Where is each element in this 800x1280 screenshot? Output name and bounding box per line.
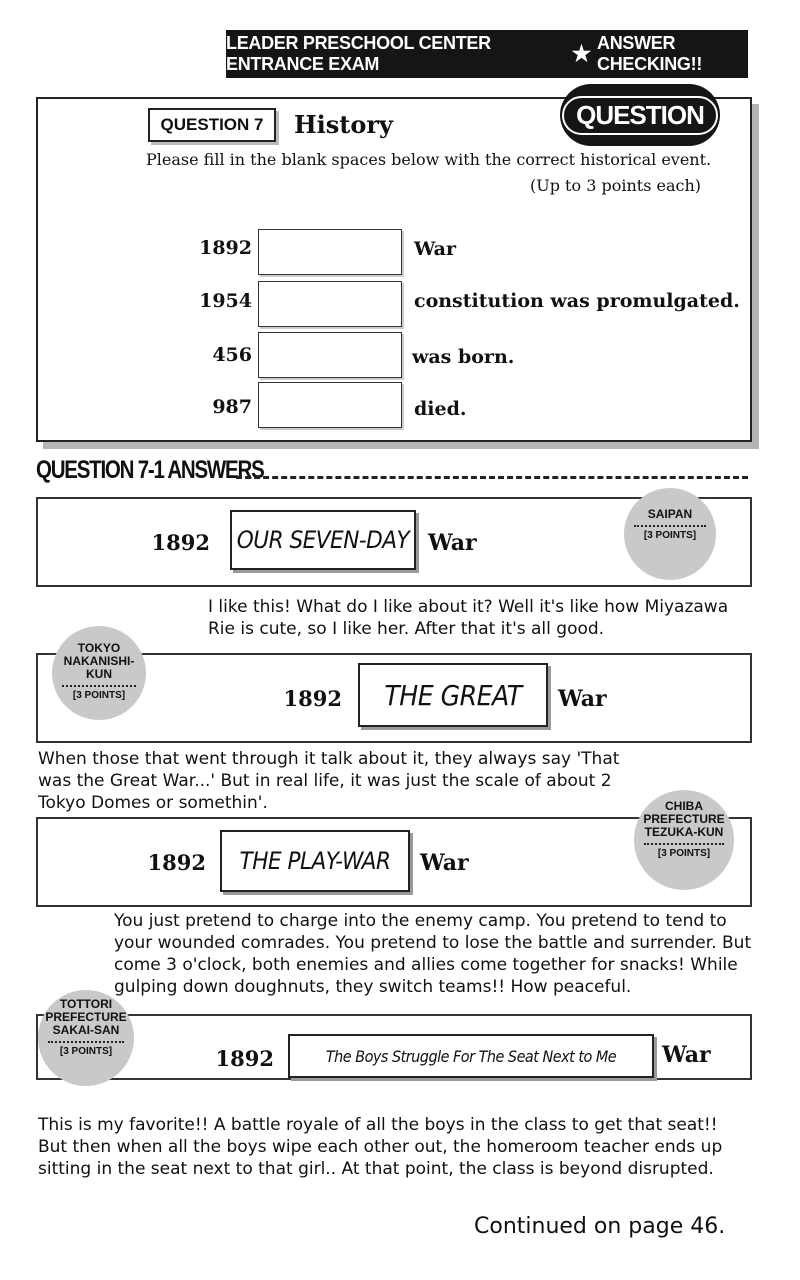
respondent-badge (52, 626, 146, 720)
row-suffix: died. (414, 398, 467, 420)
answer-suffix: War (558, 686, 607, 712)
continued-note: Continued on page 46. (474, 1214, 726, 1239)
answer-year: 1892 (283, 686, 342, 711)
badge-divider (644, 843, 724, 845)
row-year: 1892 (199, 237, 252, 259)
star-icon: ★ (571, 41, 592, 66)
answer-year: 1892 (151, 530, 210, 555)
answer-box: The Boys Struggle For The Seat Next to Me (288, 1034, 654, 1078)
respondent-badge (624, 488, 716, 580)
answer-comment: This is my favorite!! A battle royale of all the boys in the class to get that seat!! But then when all the boys wipe each other out, the homeroom teacher ends up sitting in the seat next to that girl.. At that point, the class is beyond disrupted. (38, 1115, 723, 1179)
question-badge-text: QUESTION (562, 96, 718, 135)
respondent-points: [3 POINTS] (72, 690, 126, 701)
answer-suffix: War (662, 1042, 711, 1068)
respondent-name: SAIPAN (647, 507, 693, 521)
respondent-name: TOTTORI PREFECTURE SAKAI-SAN (45, 997, 127, 1037)
row-year: 1954 (199, 290, 252, 312)
row-suffix: was born. (412, 346, 515, 368)
question-badge (560, 84, 720, 146)
answer-comment: You just pretend to charge into the enemy camp. You pretend to tend to your wounded comrades. You pretend to lose the battle and surrender. But come 3 o'clock, both enemies and allies come together for snacks! While gulping down doughnuts, they switch teams!! How peaceful. (114, 911, 752, 997)
respondent-points: [3 POINTS] (643, 530, 697, 541)
row-suffix: constitution was promulgated. (414, 290, 740, 312)
answer-year: 1892 (147, 850, 206, 875)
answer-suffix: War (420, 850, 469, 876)
row-year: 987 (212, 396, 252, 418)
blank-box (258, 332, 402, 378)
respondent-badge (634, 790, 734, 890)
banner-right-text: ANSWER CHECKING!! (597, 33, 703, 74)
badge-divider (62, 685, 136, 687)
answer-comment: I like this! What do I like about it? Well it's like how Miyazawa Rie is cute, so I like her. After that it's all good. (208, 597, 729, 639)
answer-year: 1892 (215, 1046, 274, 1071)
respondent-points: [3 POINTS] (657, 848, 711, 859)
answer-box: THE PLAY-WAR (220, 830, 410, 892)
answers-heading: QUESTION 7-1 ANSWERS (36, 456, 264, 484)
blank-box (258, 382, 402, 428)
points-note: (Up to 3 points each) (530, 176, 702, 195)
respondent-name: TOKYO NAKANISHI-KUN (63, 641, 135, 681)
badge-divider (634, 525, 706, 527)
respondent-badge (38, 990, 134, 1086)
blank-box (258, 229, 402, 275)
banner-left-text: LEADER PRESCHOOL CENTER ENTRANCE EXAM (226, 33, 491, 74)
question-instruction: Please fill in the blank spaces below with the correct historical event. (146, 150, 712, 169)
blank-box (258, 281, 402, 327)
respondent-points: [3 POINTS] (59, 1046, 113, 1057)
header-banner (226, 30, 748, 78)
badge-divider (48, 1041, 124, 1043)
respondent-name: CHIBA PREFECTURE TEZUKA-KUN (643, 799, 725, 839)
heading-dash-line (236, 476, 748, 479)
row-year: 456 (212, 344, 252, 366)
answer-box: OUR SEVEN-DAY (230, 510, 416, 570)
question-number-label: QUESTION 7 (148, 108, 276, 142)
question-subject: History (294, 110, 393, 139)
answer-comment: When those that went through it talk about it, they always say 'That was the Great War...' But in real life, it was just the scale of about 2 Tokyo Domes or somethin'. (38, 749, 620, 813)
answer-box: THE GREAT (358, 663, 548, 727)
row-suffix: War (414, 238, 457, 260)
answer-suffix: War (428, 530, 477, 556)
